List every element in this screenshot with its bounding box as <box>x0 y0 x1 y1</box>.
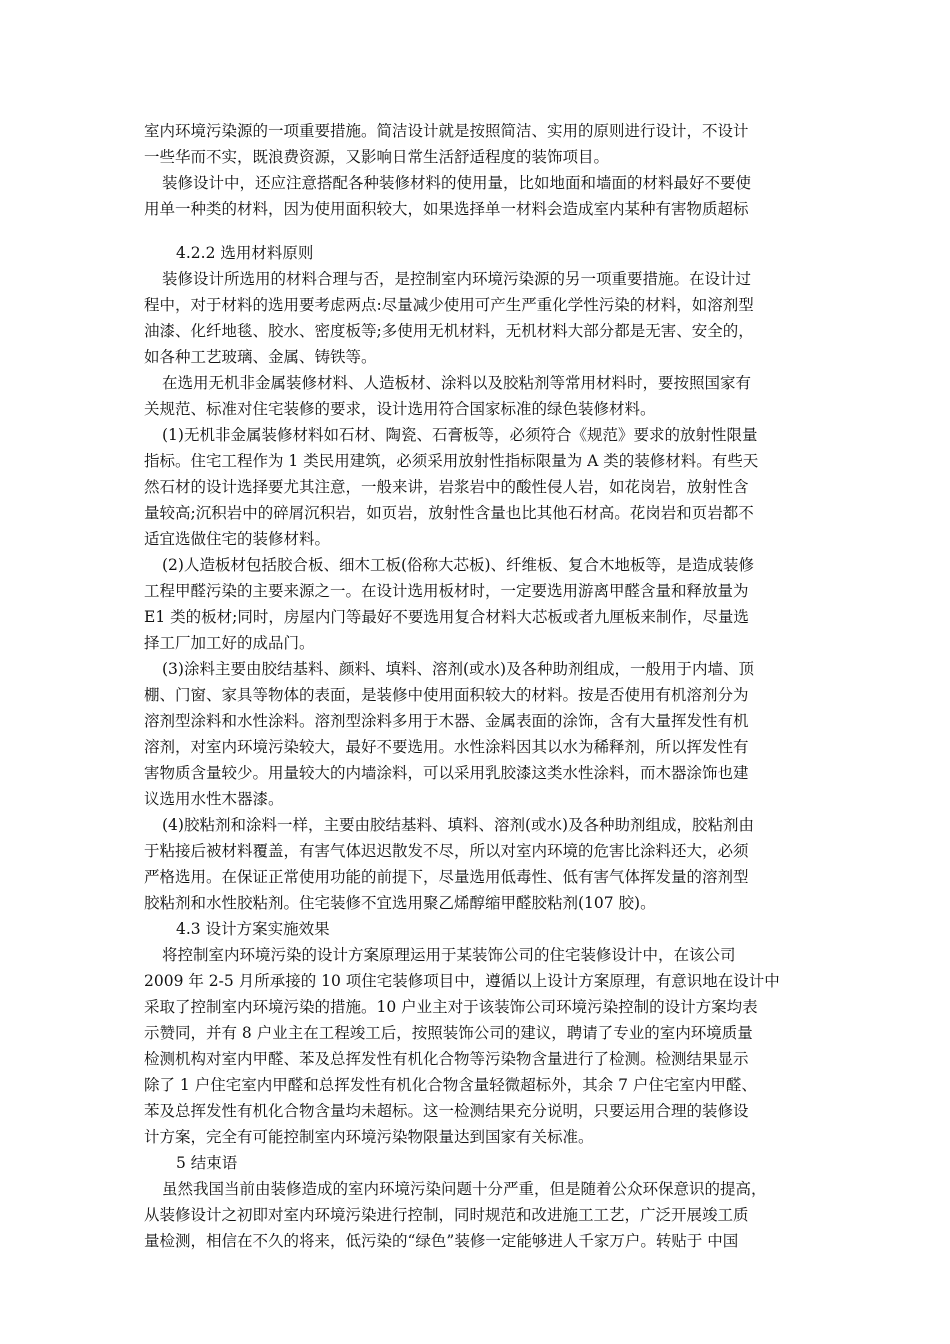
paragraph-line: 害物质含量较少。用量较大的内墙涂料，可以采用乳胶漆这类水性涂料，而木器涂饰也建 <box>144 764 749 782</box>
paragraph-line: (4)胶粘剂和涂料一样，主要由胶结基料、填料、溶剂(或水)及各种助剂组成，胶粘剂由 <box>162 816 755 834</box>
paragraph <box>144 170 808 222</box>
paragraph <box>144 552 808 656</box>
heading-text: 4.2.2 选用材料原则 <box>176 244 314 262</box>
heading-text: 4.3 设计方案实施效果 <box>176 920 330 938</box>
paragraph-line: 示赞同，并有 8 户业主在工程竣工后，按照装饰公司的建议，聘请了专业的室内环境质量 <box>144 1024 753 1042</box>
section-heading <box>144 916 808 942</box>
paragraph-line: 溶剂，对室内环境污染较大，最好不要选用。水性涂料因其以水为稀释剂，所以挥发性有 <box>144 738 749 756</box>
paragraph-line: 程中，对于材料的选用要考虑两点:尽量减少使用可产生严重化学性污染的材料，如溶剂型 <box>144 296 754 314</box>
paragraph <box>144 942 808 1150</box>
paragraph-line: 苯及总挥发性有机化合物含量均未超标。这一检测结果充分说明，只要运用合理的装修设 <box>144 1102 749 1120</box>
paragraph-line: (1)无机非金属装修材料如石材、陶瓷、石膏板等，必须符合《规范》要求的放射性限量 <box>162 426 758 444</box>
paragraph-line: E1 类的板材;同时，房屋内门等最好不要选用复合材料大芯板或者九厘板来制作，尽量选 <box>144 608 749 626</box>
paragraph-line: 装修设计所选用的材料合理与否，是控制室内环境污染源的另一项重要措施。在设计过 <box>162 270 752 288</box>
paragraph-line: 关规范、标准对住宅装修的要求，设计选用符合国家标准的绿色装修材料。 <box>144 400 656 418</box>
paragraph-line: (3)涂料主要由胶结基料、颜料、填料、溶剂(或水)及各种助剂组成，一般用于内墙、顶 <box>162 660 755 678</box>
paragraph-line: 指标。住宅工程作为 1 类民用建筑，必须采用放射性指标限量为 A 类的装修材料。有些天 <box>144 452 759 470</box>
heading-text: 5 结束语 <box>176 1154 238 1172</box>
paragraph-line: 工程甲醛污染的主要来源之一。在设计选用板材时，一定要选用游离甲醛含量和释放量为 <box>144 582 749 600</box>
paragraph-line: 从装修设计之初即对室内环境污染进行控制，同时规范和改进施工工艺，广泛开展竣工质 <box>144 1206 749 1224</box>
paragraph-line: 检测机构对室内甲醛、苯及总挥发性有机化合物等污染物含量进行了检测。检测结果显示 <box>144 1050 749 1068</box>
section-gap <box>144 222 808 240</box>
paragraph-line: 将控制室内环境污染的设计方案原理运用于某装饰公司的住宅装修设计中，在该公司 <box>162 946 736 964</box>
paragraph-line: 计方案，完全有可能控制室内环境污染物限量达到国家有关标准。 <box>144 1128 594 1146</box>
paragraph-line: 用单一种类的材料，因为使用面积较大，如果选择单一材料会造成室内某种有害物质超标 <box>144 200 749 218</box>
paragraph-line: 严格选用。在保证正常使用功能的前提下，尽量选用低毒性、低有害气体挥发量的溶剂型 <box>144 868 749 886</box>
paragraph-line: 择工厂加工好的成品门。 <box>144 634 315 652</box>
paragraph-line: 议选用水性木器漆。 <box>144 790 284 808</box>
paragraph <box>144 118 808 170</box>
section-heading <box>144 1150 808 1176</box>
paragraph <box>144 370 808 422</box>
paragraph-line: 量较高;沉积岩中的碎屑沉积岩，如页岩，放射性含量也比其他石材高。花岗岩和页岩都不 <box>144 504 754 522</box>
paragraph-line: 装修设计中，还应注意搭配各种装修材料的使用量，比如地面和墙面的材料最好不要使 <box>162 174 752 192</box>
paragraph-line: 胶粘剂和水性胶粘剂。住宅装修不宜选用聚乙烯醇缩甲醛胶粘剂(107 胶)。 <box>144 894 656 912</box>
paragraph <box>144 266 808 370</box>
section-heading <box>144 240 808 266</box>
paragraph-line: 在选用无机非金属装修材料、人造板材、涂料以及胶粘剂等常用材料时，要按照国家有 <box>162 374 752 392</box>
paragraph <box>144 812 808 916</box>
paragraph-line: 如各种工艺玻璃、金属、铸铁等。 <box>144 348 377 366</box>
paragraph-line: 量检测，相信在不久的将来，低污染的“绿色”装修一定能够进人千家万户。转贴于 中国 <box>144 1232 739 1250</box>
paragraph-line: 2009 年 2-5 月所承接的 10 项住宅装修项目中，遵循以上设计方案原理，有意识地在设计中 <box>144 972 780 990</box>
paragraph-line: 溶剂型涂料和水性涂料。溶剂型涂料多用于木器、金属表面的涂饰，含有大量挥发性有机 <box>144 712 749 730</box>
paragraph <box>144 422 808 552</box>
document-body <box>144 118 808 1254</box>
paragraph-line: 室内环境污染源的一项重要措施。简洁设计就是按照简洁、实用的原则进行设计，不设计 <box>144 122 749 140</box>
paragraph-line: 然石材的设计选择要尤其注意，一般来讲，岩浆岩中的酸性侵人岩，如花岗岩，放射性含 <box>144 478 749 496</box>
paragraph-line: 适宜选做住宅的装修材料。 <box>144 530 331 548</box>
paragraph <box>144 1176 808 1254</box>
paragraph-line: 虽然我国当前由装修造成的室内环境污染问题十分严重，但是随着公众环保意识的提高， <box>162 1180 767 1198</box>
paragraph-line: 采取了控制室内环境污染的措施。10 户业主对于该装饰公司环境污染控制的设计方案均表 <box>144 998 758 1016</box>
paragraph-line: 棚、门窗、家具等物体的表面，是装修中使用面积较大的材料。按是否使用有机溶剂分为 <box>144 686 749 704</box>
paragraph <box>144 656 808 812</box>
paragraph-line: 一些华而不实，既浪费资源，又影响日常生活舒适程度的装饰项目。 <box>144 148 610 166</box>
paragraph-line: (2)人造板材包括胶合板、细木工板(俗称大芯板)、纤维板、复合木地板等，是造成装修 <box>162 556 755 574</box>
paragraph-line: 除了 1 户住宅室内甲醛和总挥发性有机化合物含量轻微超标外，其余 7 户住宅室内甲醛、 <box>144 1076 757 1094</box>
paragraph-line: 油漆、化纤地毯、胶水、密度板等;多使用无机材料，无机材料大部分都是无害、安全的， <box>144 322 754 340</box>
paragraph-line: 于粘接后被材料覆盖，有害气体迟迟散发不尽，所以对室内环境的危害比涂料还大，必须 <box>144 842 749 860</box>
